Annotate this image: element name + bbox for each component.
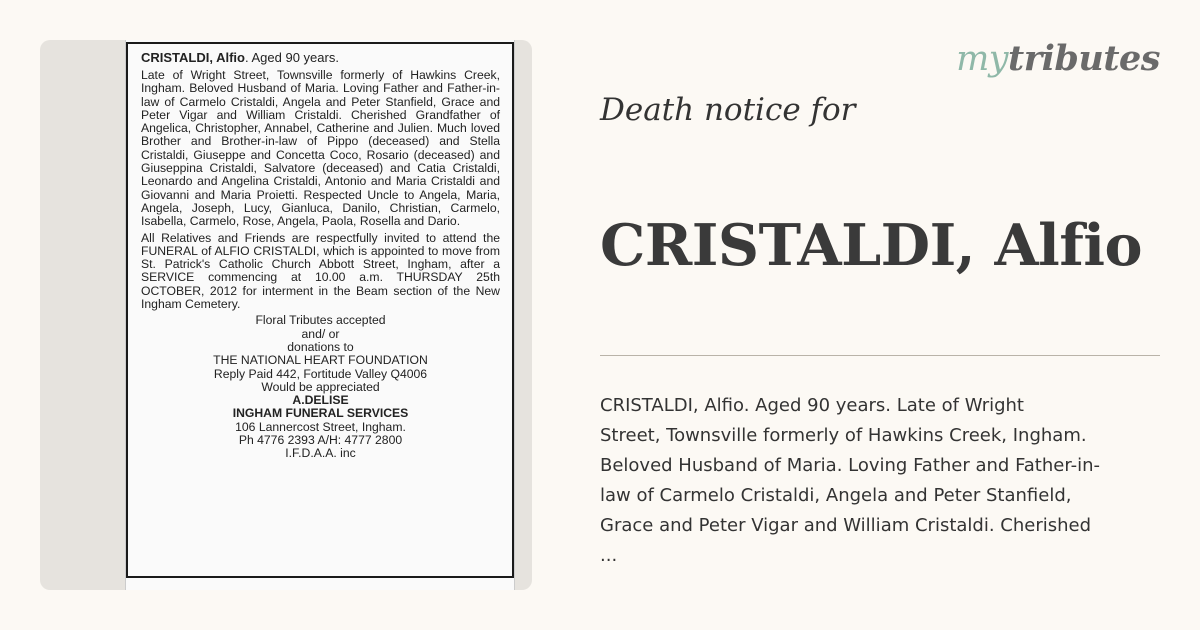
- clipping-floral-line1: Floral Tributes accepted: [255, 313, 386, 328]
- clipping-floral-line3: donations to: [287, 339, 354, 354]
- clipping-address: 106 Lannercost Street, Ingham.: [235, 419, 406, 434]
- clipping-reply-paid: Reply Paid 442, Fortitude Valley Q4006: [213, 366, 428, 381]
- excerpt-line: Beloved Husband of Maria. Loving Father and Father-in-: [600, 455, 1100, 476]
- divider: [600, 355, 1160, 356]
- excerpt-line: law of Carmelo Cristaldi, Angela and Peter Stanfield,: [600, 485, 1072, 506]
- notice-type-label: Death notice for: [600, 92, 856, 128]
- clipping-foundation: THE NATIONAL HEART FOUNDATION: [213, 353, 428, 368]
- logo-tributes: tributes: [1008, 38, 1160, 79]
- excerpt-line: Street, Townsville formerly of Hawkins Creek, Ingham.: [600, 425, 1087, 446]
- deceased-name: CRISTALDI, Alfio: [600, 212, 1143, 279]
- excerpt-line: Grace and Peter Vigar and William Cristaldi. Cherished: [600, 515, 1092, 536]
- mytributes-logo[interactable]: [956, 38, 1160, 79]
- clipping-name: CRISTALDI, Alfio: [141, 50, 245, 65]
- excerpt-line: CRISTALDI, Alfio. Aged 90 years. Late of Wright: [600, 395, 1024, 416]
- clipping-floral-line2: and/ or: [301, 326, 340, 341]
- clipping-age: . Aged 90 years.: [245, 50, 339, 65]
- newspaper-clipping-card: [40, 40, 532, 590]
- excerpt-ellipsis: ...: [600, 545, 618, 566]
- clipping-ifdaa: I.F.D.A.A. inc: [285, 446, 356, 461]
- clipping-heading: [141, 50, 500, 66]
- clipping-phone: Ph 4776 2393 A/H: 4777 2800: [238, 433, 403, 448]
- clipping-appreciated: Would be appreciated: [261, 379, 380, 394]
- clipping-director: A.DELISE: [292, 393, 349, 408]
- notice-excerpt: [600, 391, 1165, 571]
- logo-my: my: [956, 39, 1009, 79]
- clipping-footer: [141, 314, 500, 460]
- clipping-paragraph-funeral: All Relatives and Friends are respectfully invited to attend the FUNERAL of ALFIO CRISTALDI, which is appointed to move from St. Patrick's Catholic Church Abbott Street, Ingham, after a SERVICE commencing at 10.00 a.m. THURSDAY 25th OCTOBER, 2012 for interment in the Beam section of the New Ingham Cemetery.: [141, 230, 500, 312]
- newspaper-clipping: [125, 40, 515, 590]
- clipping-border: [126, 42, 514, 578]
- clipping-company: INGHAM FUNERAL SERVICES: [232, 406, 409, 421]
- clipping-paragraph-family: Late of Wright Street, Townsville formerly of Hawkins Creek, Ingham. Beloved Husband of Maria. Loving Father and Father-in-law of Carmelo Cristaldi, Angela and Peter Stanfield, Grace and Peter Vigar and William Cristaldi. Cherished Grandfather of Angelica, Christopher, Annabel, Catherine and Julien. Much loved Brother and Brother-in-law of Pippo (deceased) and Stella Cristaldi, Giuseppe and Concetta Coco, Rosario (deceased) and Giuseppina Cristaldi, Salvatore (deceased) and Catia Cristaldi, Leonardo and Angelina Cristaldi, Antonio and Maria Cristaldi and Giovanni and Maria Proietti. Respected Uncle to Angela, Maria, Angela, Joseph, Lucy, Gianluca, Danilo, Christian, Carmelo, Isabella, Carmelo, Rose, Angela, Paola, Rosella and Dario.: [141, 68, 500, 229]
